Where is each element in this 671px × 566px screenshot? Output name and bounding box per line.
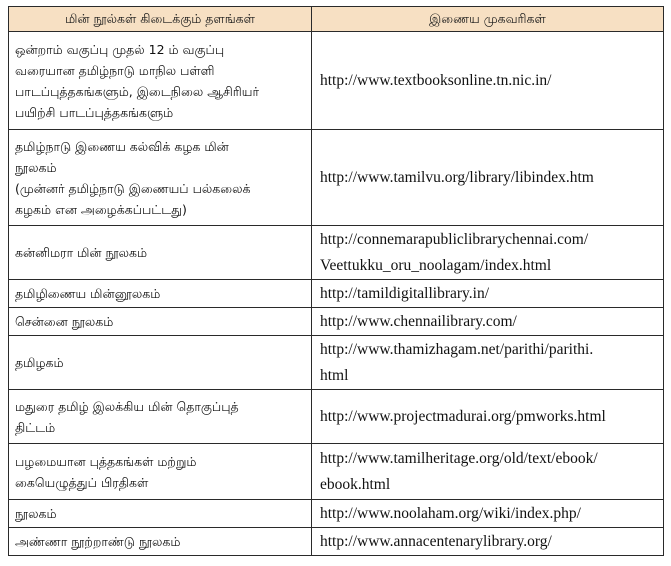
- site-url-cell: [312, 336, 664, 390]
- table-row: [9, 280, 664, 308]
- site-url-cell: [312, 32, 664, 130]
- table-header-row: [9, 7, 664, 32]
- site-name-cell: [9, 528, 312, 556]
- site-url-cell: [312, 444, 664, 500]
- table-row: [9, 500, 664, 528]
- site-url[interactable]: http://www.tamilheritage.org/old/text/ebook/ ebook.html: [320, 449, 598, 493]
- site-url[interactable]: http://www.tamilvu.org/library/libindex.htm: [320, 168, 594, 186]
- table-row: [9, 528, 664, 556]
- site-name: கன்னிமரா மின் நூலகம்: [15, 245, 148, 260]
- table-row: [9, 336, 664, 390]
- site-url-cell: [312, 528, 664, 556]
- site-url-cell: [312, 130, 664, 226]
- site-name: பழமையான புத்தகங்கள் மற்றும் கையெழுத்துப் பிரதிகள்: [15, 453, 197, 490]
- site-url[interactable]: http://www.noolaham.org/wiki/index.php/: [320, 504, 581, 522]
- header-addresses: இணைய முகவரிகள்: [312, 7, 664, 32]
- site-name: நூலகம்: [15, 506, 57, 521]
- site-name-cell: [9, 32, 312, 130]
- site-url[interactable]: http://www.chennailibrary.com/: [320, 312, 517, 330]
- table-row: [9, 32, 664, 130]
- site-url[interactable]: http://www.projectmadurai.org/pmworks.html: [320, 407, 606, 425]
- site-name: அண்ணா நூற்றாண்டு நூலகம்: [15, 534, 181, 549]
- site-name-cell: [9, 308, 312, 336]
- site-url-cell: [312, 500, 664, 528]
- site-url[interactable]: http://www.textbooksonline.tn.nic.in/: [320, 71, 552, 89]
- site-name-cell: [9, 500, 312, 528]
- site-name: தமிழகம்: [15, 355, 64, 370]
- table-row: [9, 390, 664, 444]
- site-url-cell: [312, 280, 664, 308]
- site-url[interactable]: http://www.annacentenarylibrary.org/: [320, 532, 552, 550]
- site-name-cell: [9, 336, 312, 390]
- site-name-cell: [9, 390, 312, 444]
- header-sites: மின் நூல்கள் கிடைக்கும் தளங்கள்: [9, 7, 312, 32]
- ebook-sites-table: [8, 6, 664, 556]
- site-name: தமிழ்நாடு இணைய கல்விக் கழக மின் நூலகம் (முன்னர் தமிழ்நாடு இணையப் பல்கலைக் கழகம் என அழைக்கப்பட்டது): [15, 138, 251, 217]
- site-url[interactable]: http://www.thamizhagam.net/parithi/parithi. html: [320, 340, 594, 384]
- site-name: சென்னை நூலகம்: [15, 314, 114, 329]
- table-row: [9, 308, 664, 336]
- site-name: ஒன்றாம் வகுப்பு முதல் 12 ம் வகுப்பு வரையான தமிழ்நாடு மாநில பள்ளி பாடப்புத்தகங்களும், இடைநிலை ஆசிரியர் பயிற்சி பாடப்புத்தகங்களும்: [15, 41, 260, 120]
- site-name-cell: [9, 226, 312, 280]
- site-url[interactable]: http://tamildigitallibrary.in/: [320, 284, 490, 302]
- site-url[interactable]: http://connemarapubliclibrarychennai.com/ Veettukku_oru_noolagam/index.html: [320, 230, 589, 274]
- site-url-cell: [312, 390, 664, 444]
- site-name-cell: [9, 130, 312, 226]
- table-row: [9, 130, 664, 226]
- site-name: தமிழிணைய மின்னூலகம்: [15, 286, 161, 301]
- site-name-cell: [9, 280, 312, 308]
- table-row: [9, 226, 664, 280]
- site-url-cell: [312, 226, 664, 280]
- site-url-cell: [312, 308, 664, 336]
- site-name: மதுரை தமிழ் இலக்கிய மின் தொகுப்புத் திட்டம்: [15, 398, 239, 435]
- site-name-cell: [9, 444, 312, 500]
- table-row: [9, 444, 664, 500]
